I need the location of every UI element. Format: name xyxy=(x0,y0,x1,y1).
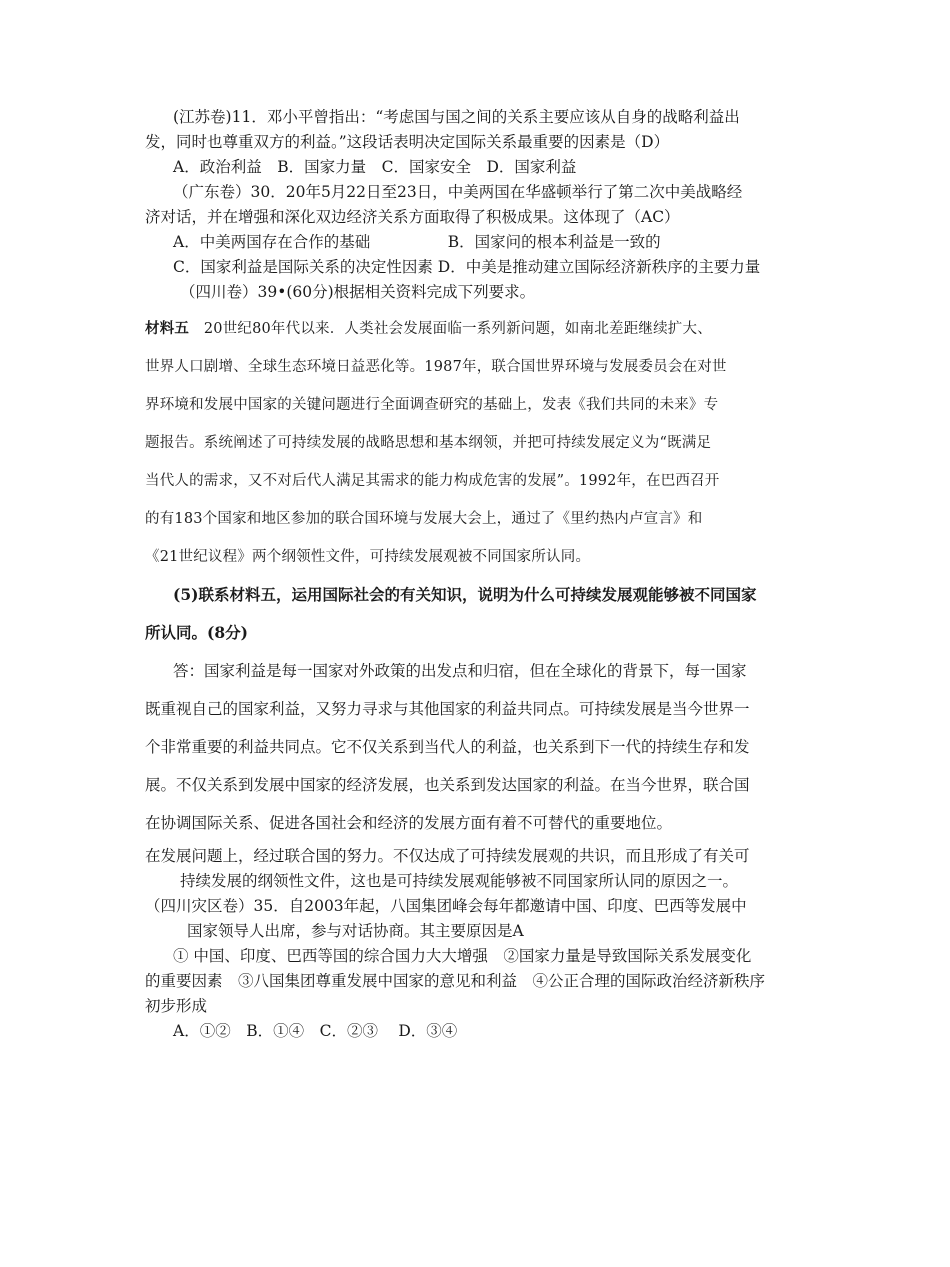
material-five-line3: 界环境和发展中国家的关键问题进行全面调查研究的基础上，发表《我们共同的未来》专 xyxy=(145,397,719,413)
q-guangdong-30-options-ab: A．中美两国存在合作的基础 B．国家问的根本利益是一致的 xyxy=(173,233,661,251)
material-five-line6: 的有183个国家和地区参加的联合国环境与发展大会上，通过了《里约热内卢宣言》和 xyxy=(145,511,703,527)
q-sichuan-disaster-35-options: A．①② B．①④ C．②③ D．③④ xyxy=(173,1022,458,1040)
q-guangdong-30-line1: （广东卷）30．20年5月22日至23日，中美两国在华盛顿举行了第二次中美战略经 xyxy=(173,183,743,201)
material-label: 材料五 xyxy=(145,320,190,337)
answer-line6: 在发展问题上，经过联合国的努力。不仅达成了可持续发展观的共识，而且形成了有关可 xyxy=(145,847,750,865)
q-jiangsu-11-line1: (江苏卷)11．邓小平曾指出：“考虑国与国之间的关系主要应该从自身的战略利益出 xyxy=(173,108,740,126)
q-guangdong-30-options-cd: C．国家利益是国际关系的决定性因素 D．中美是推动建立国际经济新秩序的主要力量 xyxy=(173,258,761,276)
q-sichuan-39-header: （四川卷）39•(60分)根据相关资料完成下列要求。 xyxy=(180,283,536,301)
q-sichuan-disaster-35-items-line1: ① 中国、印度、巴西等国的综合国力大大增强 ②国家力量是导致国际关系发展变化 xyxy=(173,947,752,965)
q-sichuan-disaster-35-items-line2: 的重要因素 ③八国集团尊重发展中国家的意见和利益 ④公正合理的国际政治经济新秩序 xyxy=(145,972,766,990)
q-sichuan-disaster-35-line1: （四川灾区卷）35．自2003年起，八国集团峰会每年都邀请中国、印度、巴西等发展中 xyxy=(145,897,747,915)
material-five-line4: 题报告。系统阐述了可持续发展的战略思想和基本纲领，并把可持续发展定义为“既满足 xyxy=(145,435,712,451)
question-5-line1: (5)联系材料五，运用国际社会的有关知识，说明为什么可持续发展观能够被不同国家 xyxy=(173,585,757,604)
material-five-line7: 《21世纪议程》两个纲领性文件，可持续发展观被不同国家所认同。 xyxy=(145,549,591,565)
q-guangdong-30-line2: 济对话，并在增强和深化双边经济关系方面取得了积极成果。这体现了（AC） xyxy=(145,208,680,226)
answer-line4: 展。不仅关系到发展中国家的经济发展，也关系到发达国家的利益。在当今世界，联合国 xyxy=(145,776,750,794)
answer-line3: 个非常重要的利益共同点。它不仅关系到当代人的利益，也关系到下一代的持续生存和发 xyxy=(145,738,750,756)
answer-line5: 在协调国际关系、促进各国社会和经济的发展方面有着不可替代的重要地位。 xyxy=(145,814,673,832)
answer-line7: 持续发展的纲领性文件，这也是可持续发展观能够被不同国家所认同的原因之一。 xyxy=(180,872,739,890)
question-5-line2: 所认同。(8分) xyxy=(145,623,248,642)
material-five-line2: 世界人口剧增、全球生态环境日益恶化等。1987年，联合国世界环境与发展委员会在对世 xyxy=(145,359,727,375)
q-jiangsu-11-line2: 发，同时也尊重双方的利益。”这段话表明决定国际关系最重要的因素是（D） xyxy=(145,133,670,151)
answer-line1: 答：国家利益是每一国家对外政策的出发点和归宿，但在全球化的背景下，每一国家 xyxy=(173,662,747,680)
material-five-line1: 材料五 20世纪80年代以来．人类社会发展面临一系列新问题，如南北差距继续扩大、 xyxy=(145,320,712,337)
q-sichuan-disaster-35-items-line3: 初步形成 xyxy=(145,997,208,1015)
answer-line2: 既重视自己的国家利益，又努力寻求与其他国家的利益共同点。可持续发展是当今世界一 xyxy=(145,700,750,718)
material-five-line5: 当代人的需求，又不对后代人满足其需求的能力构成危害的发展”。1992年，在巴西召开 xyxy=(145,473,720,489)
q-jiangsu-11-options: A．政治利益 B．国家力量 C．国家安全 D．国家利益 xyxy=(173,158,577,176)
q-sichuan-disaster-35-line2: 国家领导人出席，参与对话协商。其主要原因是A xyxy=(187,922,524,940)
